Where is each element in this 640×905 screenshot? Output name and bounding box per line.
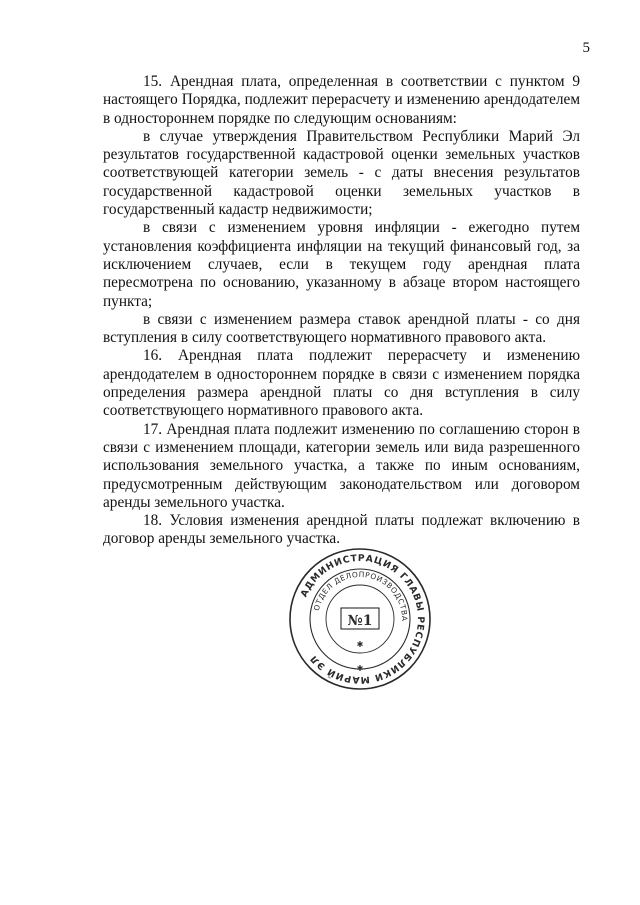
page-number: 5 [582,40,590,56]
seal-number: №1 [347,613,373,629]
paragraph-18: 18. Условия изменения арендной платы подлежат включению в договор аренды земельного участка. [103,512,580,548]
seal-inner-text: ОТДЕЛ ДЕЛОПРОИЗВОДСТВА [311,569,410,622]
paragraph-15-item-2: в связи с изменением уровня инфляции - ежегодно путем установления коэффициента инфляции на текущий финансовый год, за исключением случаев, если в текущем году арендная плата пересмотрена по основанию, указанному в абзаце втором настоящего пункта; [103,219,580,310]
paragraph-15: 15. Арендная плата, определенная в соответствии с пунктом 9 настоящего Порядка, подлежит перерасчету и изменению арендодателем в одностороннем порядке по следующим основаниям: [103,73,580,127]
official-seal-stamp [285,544,435,694]
paragraph-15-item-1: в случае утверждения Правительством Республики Марий Эл результатов государственной кадастровой оценки земельных участков соответствующей категории земель - с даты внесения результатов государственной кадастровой оценки земельных участков в государственный кадастр недвижимости; [103,127,580,219]
seal-graphic [285,544,435,694]
paragraph-15-item-3: в связи с изменением размера ставок арендной платы - со дня вступления в силу соответствующего нормативного правового акта. [103,310,580,347]
seal-star-inner-icon: ✱ [356,640,364,649]
seal-outer-text: АДМИНИСТРАЦИЯ ГЛАВЫ РЕСПУБЛИКИ МАРИЙ ЭЛ [298,552,427,686]
paragraph-17: 17. Арендная плата подлежит изменению по соглашению сторон в связи с изменением площади, категории земель или вида разрешенного использования земельного участка, а также по иным основаниям, предусмотренным действующим законодательством или договором аренды земельного участка. [103,420,580,511]
paragraph-16: 16. Арендная плата подлежит перерасчету и изменению арендодателем в одностороннем порядке в связи с изменением порядка определения размера арендной платы со дня вступления в силу соответствующего нормативного правового акта. [103,347,580,420]
document-body [103,73,580,549]
seal-star-outer-icon: ✱ [356,664,364,673]
